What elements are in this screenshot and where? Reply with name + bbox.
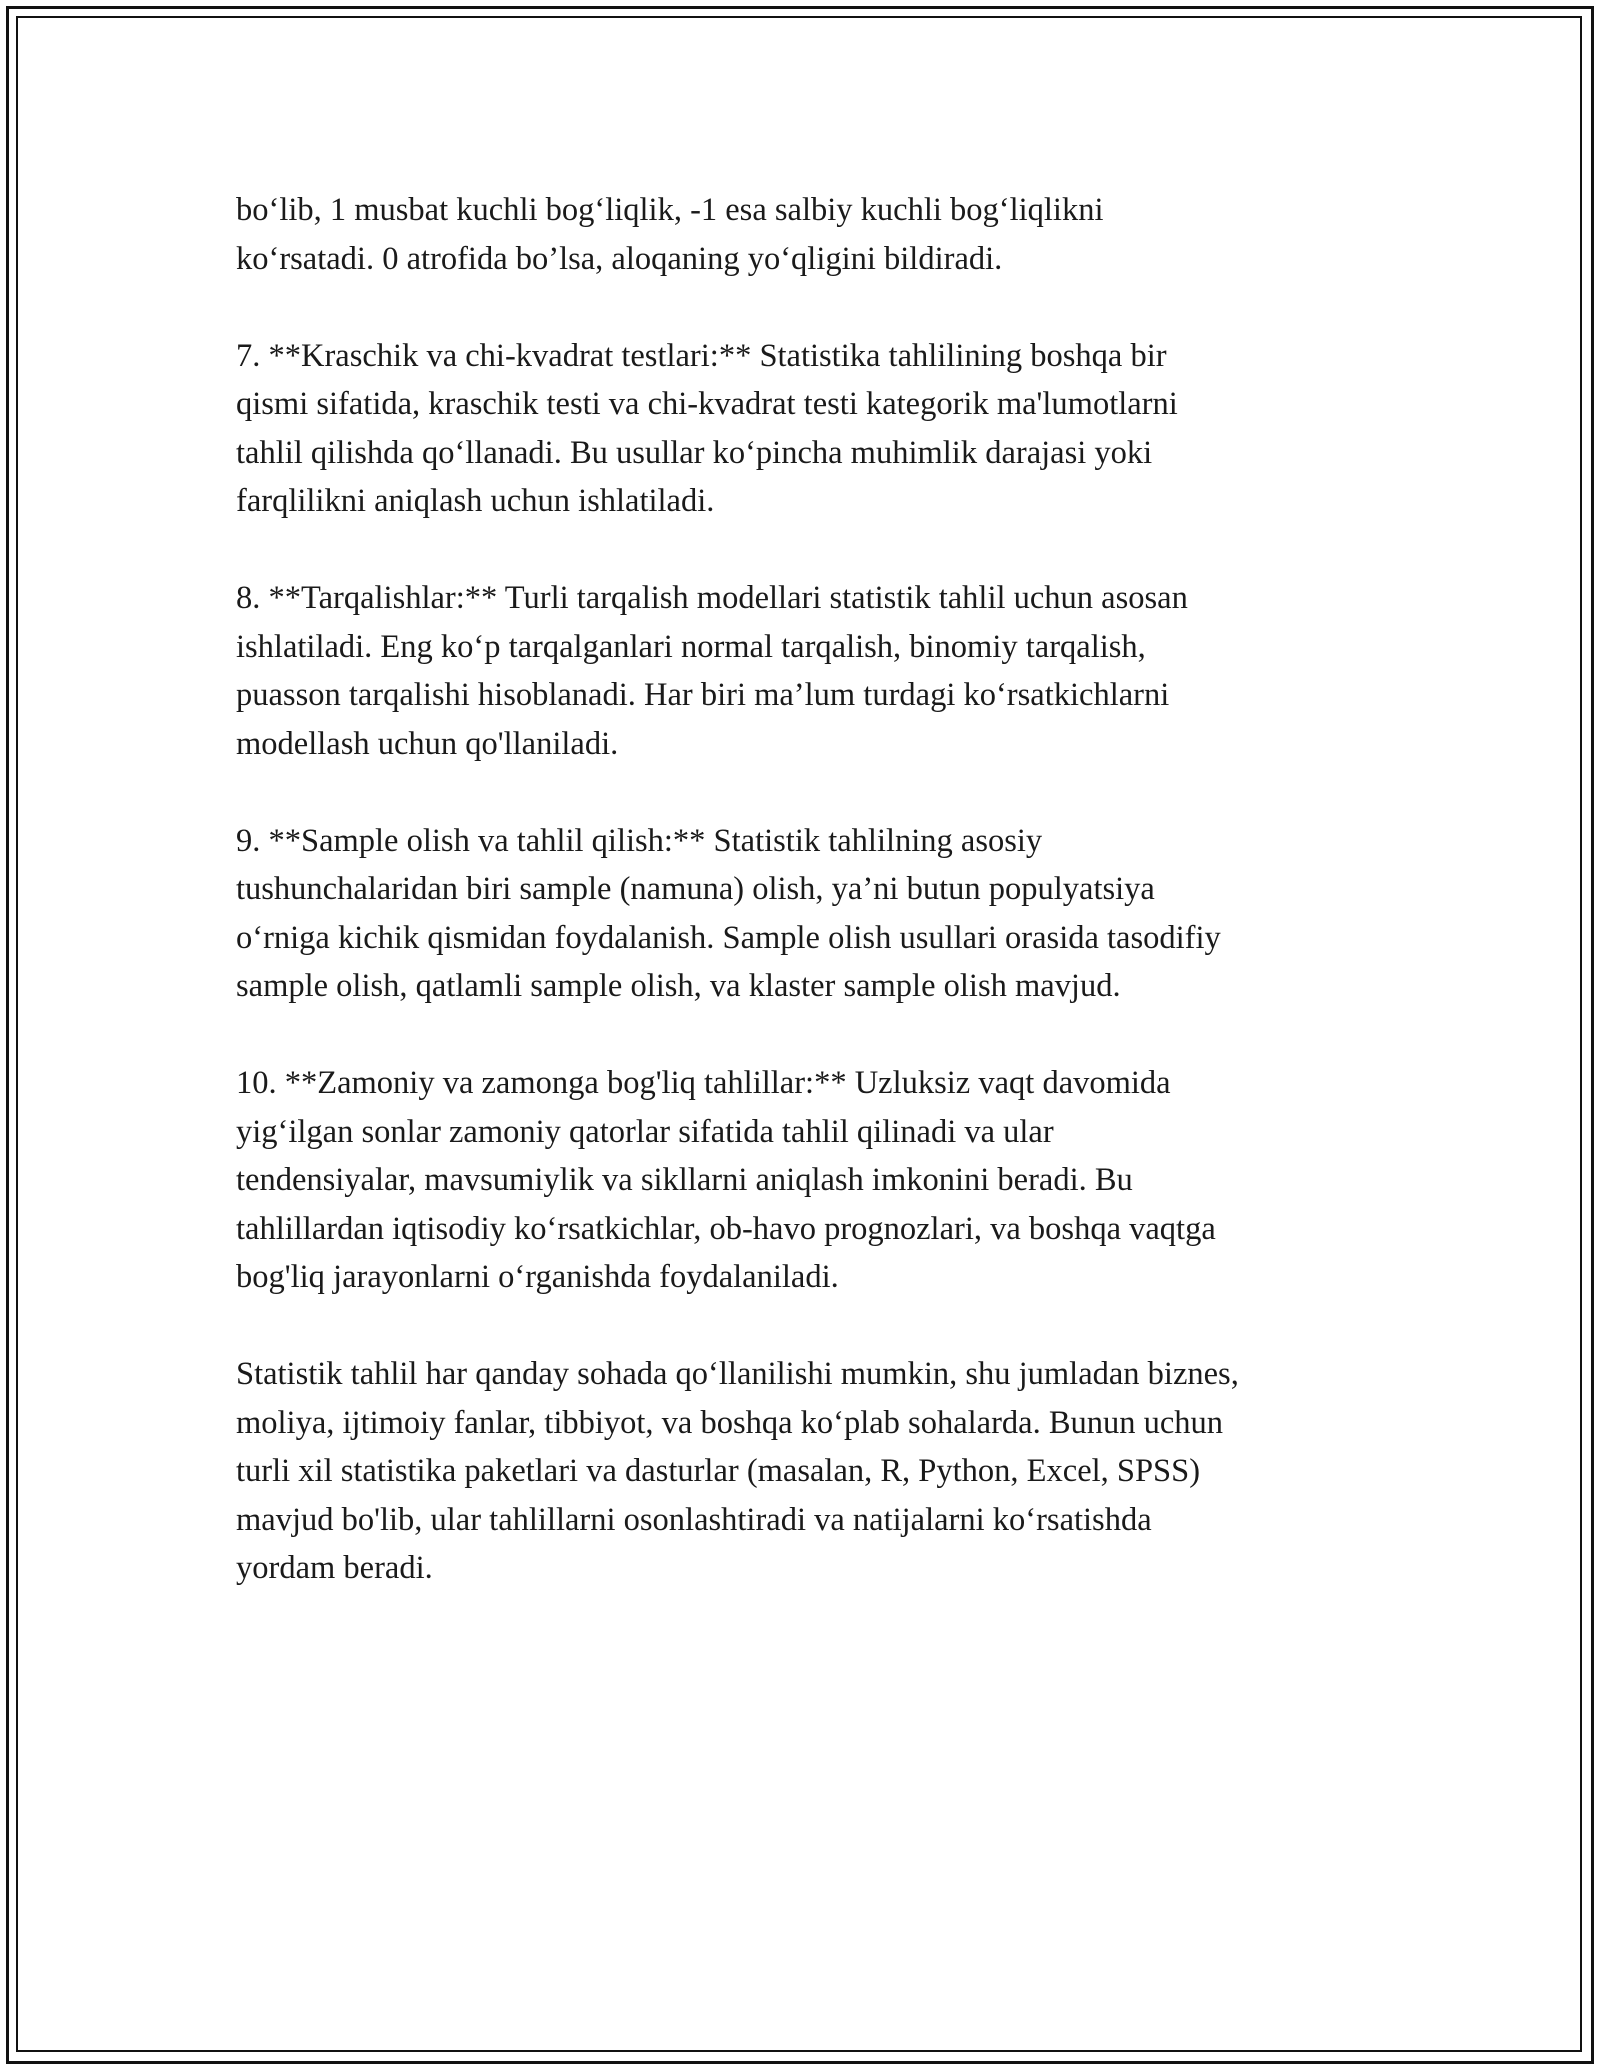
text-line: tahlil qilishda qo‘llanadi. Bu usullar ko‘pincha muhimlik darajasi yoki: [236, 434, 1153, 471]
text-line: 8. **Tarqalishlar:** Turli tarqalish modellari statistik tahlil uchun asosan: [236, 580, 1188, 616]
text-line: Statistik tahlil har qanday sohada qo‘llanilishi mumkin, shu jumladan biznes,: [236, 1356, 1239, 1392]
paragraph-item-8: [236, 574, 1416, 768]
paragraph-correlation-continued: [236, 186, 1416, 283]
text-line: tushunchalaridan biri sample (namuna) olish, ya’ni butun populyatsiya: [236, 871, 1155, 907]
text-line: moliya, ijtimoiy fanlar, tibbiyot, va boshqa ko‘plab sohalarda. Bunun uchun: [236, 1404, 1224, 1441]
text-line: bog'liq jarayonlarni o‘rganishda foydalaniladi.: [236, 1259, 839, 1295]
text-line: ishlatiladi. Eng ko‘p tarqalganlari normal tarqalish, binomiy tarqalish,: [236, 628, 1146, 665]
text-line: qismi sifatida, kraschik testi va chi-kvadrat testi kategorik ma'lumotlarni: [236, 386, 1178, 422]
text-line: mavjud bo'lib, ular tahlillarni osonlashtiradi va natijalarni ko‘rsatishda: [236, 1501, 1152, 1538]
text-line: farqlilikni aniqlash uchun ishlatiladi.: [236, 483, 715, 519]
text-line: tendensiyalar, mavsumiylik va sikllarni aniqlash imkonini beradi. Bu: [236, 1162, 1133, 1198]
text-line: puasson tarqalishi hisoblanadi. Har biri ma’lum turdagi ko‘rsatkichlarni: [236, 677, 1170, 713]
paragraph-item-7: [236, 332, 1416, 526]
text-line: 7. **Kraschik va chi-kvadrat testlari:** Statistika tahlilining boshqa bir: [236, 337, 1167, 374]
text-line: 9. **Sample olish va tahlil qilish:** Statistik tahlilning asosiy: [236, 822, 1043, 859]
text-line: modellash uchun qo'llaniladi.: [236, 725, 619, 762]
text-line: 10. **Zamoniy va zamonga bog'liq tahlillar:** Uzluksiz vaqt davomida: [236, 1065, 1171, 1101]
document-body: [236, 186, 1416, 1641]
text-line: turli xil statistika paketlari va dasturlar (masalan, R, Python, Excel, SPSS): [236, 1453, 1201, 1489]
text-line: o‘rniga kichik qismidan foydalanish. Sample olish usullari orasida tasodifiy: [236, 919, 1221, 956]
text-line: tahlillardan iqtisodiy ko‘rsatkichlar, ob-havo prognozlari, va boshqa vaqtga: [236, 1210, 1216, 1247]
paragraph-item-9: [236, 817, 1416, 1011]
text-line: bo‘lib, 1 musbat kuchli bog‘liqlik, -1 esa salbiy kuchli bog‘liqlikni: [236, 192, 1104, 228]
text-line: sample olish, qatlamli sample olish, va klaster sample olish mavjud.: [236, 968, 1121, 1004]
text-line: yordam beradi.: [236, 1550, 433, 1586]
paragraph-conclusion: [236, 1350, 1416, 1593]
text-line: yig‘ilgan sonlar zamoniy qatorlar sifatida tahlil qilinadi va ular: [236, 1113, 1054, 1150]
paragraph-item-10: [236, 1059, 1416, 1302]
text-line: ko‘rsatadi. 0 atrofida bo’lsa, aloqaning yo‘qligini bildiradi.: [236, 240, 1003, 277]
